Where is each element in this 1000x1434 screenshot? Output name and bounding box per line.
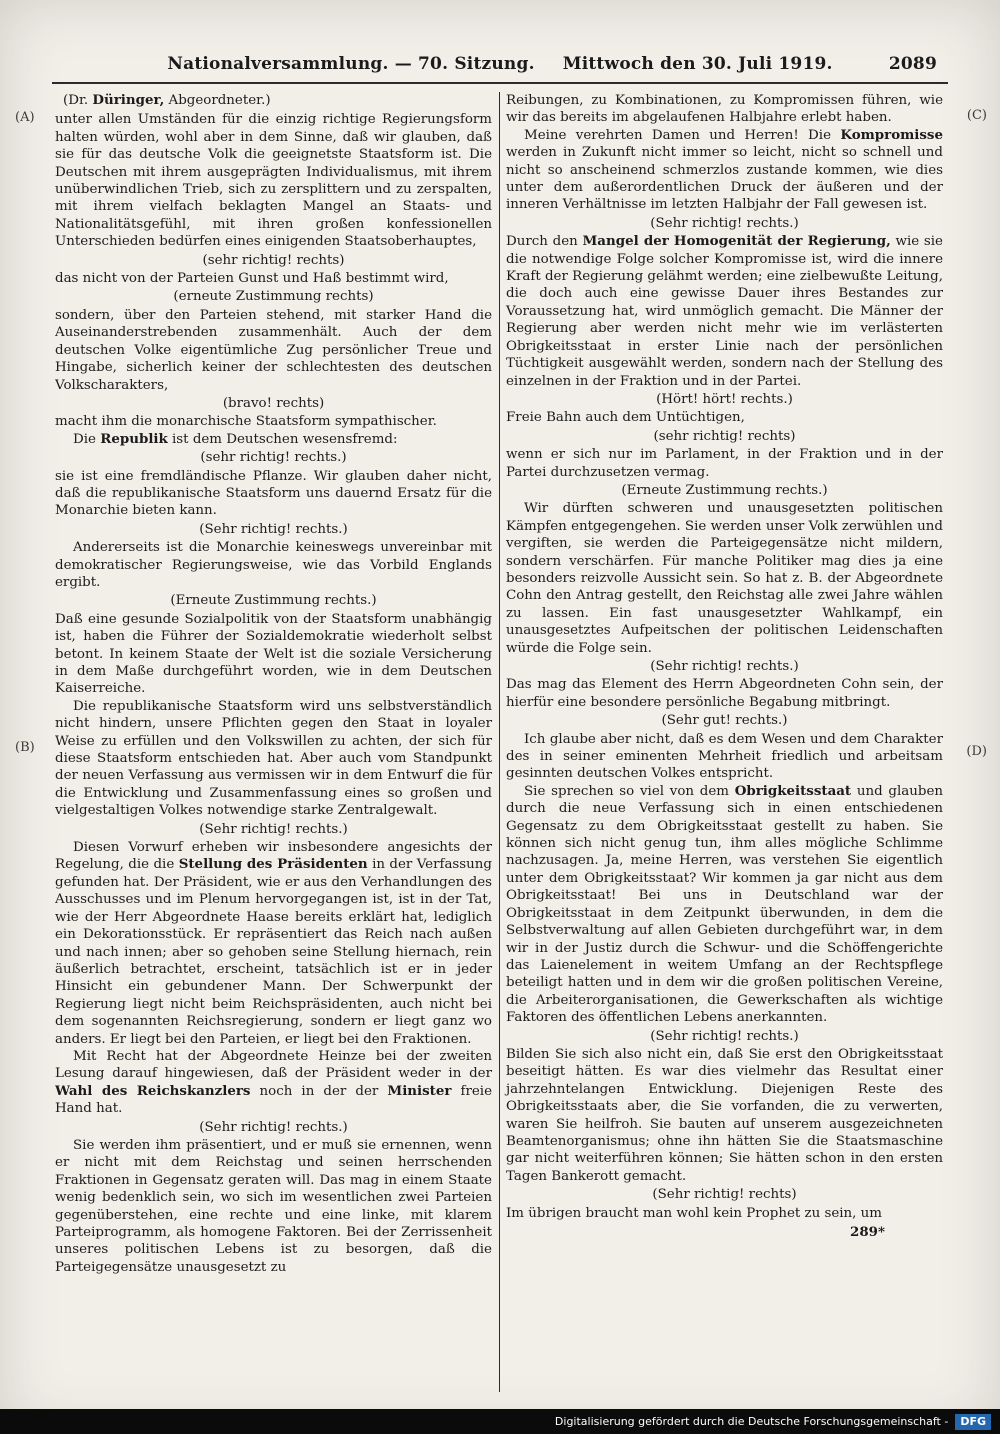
paragraph: Wir dürften schweren und unausgesetzten politischen Kämpfen entgegengehen. Sie werden unser Volk zerwühlen und vergiften, sie werden die Parteigegensätze nicht mildern, sondern verschärfen. Für manche Politiker mag dies ja eine besonders reizvolle Aussicht sein. So hat z. B. der Abgeordnete Cohn den Antrag gestellt, den Reichstag alle zwei Jahre wählen zu lassen. Ein fast unausgesetzter Wahlkampf, ein unausgesetztes Aufpeitschen der politischen Leidenschaften würde die Folge sein. [506,501,943,656]
catchword: 289* [850,1224,885,1240]
interjection: (Sehr gut! rechts.) [661,713,788,729]
paragraph: Das mag das Element des Herrn Abgeordneten Cohn sein, der hierfür eine besondere persönliche Begabung mitbringt. [506,677,943,710]
paragraph: Die Republik ist dem Deutschen wesensfremd: [73,430,398,447]
interjection: (sehr richtig! rechts) [653,428,796,444]
paragraph: sie ist eine fremdländische Pflanze. Wir glauben daher nicht, daß die republikanische Staatsform uns dauernd Ersatz für die Monarchie bieten kann. [55,468,492,519]
margin-label-a: (A) [15,110,35,125]
paragraph: Sie sprechen so viel von dem Obrigkeitsstaat und glauben durch die neue Verfassung sich in einen entschiedenen Gegensatz zu dem Obrigkeitsstaat gestellt zu haben. Sie können sich nicht genug tun, ihm alles mögliche Schlimme nachzusagen. Ja, meine Herren, was verstehen Sie eigentlich unter dem Obrigkeitsstaat? Wir kommen ja gar nicht aus dem Obrigkeitsstaat! Bei uns in Deutschland war der Obrigkeitsstaat in dem Zeitpunkt überwunden, in dem die Selbstverwaltung auf allen Gebieten durchgeführt war, in dem wir in der Justiz durch die Schwur- und die Schöffengerichte das Laienelement in weitem Umfang an der Rechtspflege beteiligt hatten und in dem wir die großen politischen Vereine, die Arbeiterorganisationen, die Gewerkschaften als wichtige Faktoren des öffentlichen Lebens anerkannten. [506,782,943,1026]
interjection: (Sehr richtig! rechts.) [650,215,799,231]
paragraph: Ich glaube aber nicht, daß es dem Wesen und dem Charakter des in seiner eminenten Mehrheit friedlich und arbeitsam gesinnten deutschen Volkes entspricht. [506,731,943,782]
dfg-logo: DFG [955,1414,991,1430]
paragraph: wenn er sich nur im Parlament, in der Fraktion und in der Partei durchzusetzen vermag. [506,447,943,480]
paragraph: macht ihm die monarchische Staatsform sympathischer. [55,414,437,430]
interjection: (Sehr richtig! rechts.) [199,821,348,837]
paragraph: Sie werden ihm präsentiert, und er muß sie ernennen, wenn er nicht mit dem Reichstag und seinen herrschenden Fraktionen in Gegensatz geraten will. Das mag in einem Staate wenig bedenklich sein, wo sich im wesentlichen zwei Parteien gegenüberstehen, eine rechte und eine linke, mit klarem Parteiprogramm, als homogene Faktoren. Bei der Zerrissenheit unseres politischen Lebens ist zu besorgen, daß die Parteigegensätze unausgesetzt zu [55,1137,492,1275]
interjection: (Sehr richtig! rechts.) [650,659,799,674]
paragraph: Mit Recht hat der Abgeordnete Heinze bei der zweiten Lesung darauf hingewiesen, daß der Präsident weder in der Wahl des Reichskanzlers noch in der der Minister freie Hand hat. [55,1048,492,1117]
interjection: (Hört! hört! rechts.) [656,391,793,407]
paragraph: Diesen Vorwurf erheben wir insbesondere angesichts der Regelung, die die Stellung des Präsidenten in der Verfassung gefunden hat. Der Präsident, wie er aus den Verhandlungen des Ausschusses und im Plenum hervorgegangen ist, ist in der Tat, wie der Herr Abgeordnete Haase bereits erklärt hat, lediglich ein Dekorationsstück. Er repräsentiert das Reich nach außen und nach innen; aber so gehoben seine Stellung hiernach, rein äußerlich betrachtet, erscheint, tatsächlich ist er in jeder Hinsicht ein gebundener Mann. Der Schwerpunkt der Regierung liegt nicht beim Reichspräsidenten, auch nicht bei dem sogenannten Reichsregierung, sondern er liegt ganz wo anders. Er liegt bei den Parteien, er liegt bei den Fraktionen. [55,840,492,1047]
interjection: (sehr richtig! rechts.) [200,450,347,466]
margin-label-d: (D) [966,744,987,759]
paragraph: sondern, über den Parteien stehend, mit starker Hand die Auseinanderstrebenden zusammenhält. Auch der dem deutschen Volke eigentümliche Zug persönlicher Treue und Hingabe, sicherlich keiner der schlechtesten des deutschen Volkscharakters, [55,307,492,393]
digitization-footer [0,1409,1000,1434]
paragraph: Meine verehrten Damen und Herren! Die Kompromisse werden in Zukunft nicht immer so leicht, nicht so schnell und nicht so anscheinend schmerzlos zustande kommen, wie dies unter dem außerordentlichen Druck der äußeren und der inneren Verhältnisse im letzten Halbjahr der Fall gewesen ist. [506,126,943,213]
paragraph: unter allen Umständen für die einzig richtige Regierungsform halten würden, wohl aber in dem Sinne, daß wir glauben, daß sie für das deutsche Volk die geeignetste Staatsform ist. Die Deutschen mit ihrem ausgeprägten Individualismus, mit ihrem unüberwindlichen Trieb, sich zu zersplittern und zu zerspalten, mit ihrem vielfach beklagten Mangel an Staats- und Nationalitätsgefühl, mit ihren großen konfessionellen Unterschieden bedürfen eines einigenden Staatsoberhauptes, [55,112,492,250]
margin-label-c: (C) [966,108,987,123]
interjection: (Sehr richtig! rechts.) [199,521,348,537]
page-number: 2089 [888,54,937,74]
header-date: Mittwoch den 30. Juli 1919. [562,54,833,74]
paragraph: Bilden Sie sich also nicht ein, daß Sie erst den Obrigkeitsstaat beseitigt hätten. Es war dies vielmehr das Resultat einer jahrzehntelangen Entwicklung. Diejenigen Reste des Obrigkeitsstaats aber, die Sie vorfanden, die zu verwerten, waren Sie heilfroh. Sie bauten auf unserem ausgezeichneten Beamtenorganismus; ohne ihn hätten Sie die Staatsmaschine gar nicht weiterführen können; Sie hätten schon in den ersten Tagen Bankerott gemacht. [506,1046,943,1184]
header-session-title: Nationalversammlung. — 70. Sitzung. [167,54,535,74]
paragraph: Im übrigen braucht man wohl kein Prophet zu sein, um [506,1205,882,1221]
paragraph: Durch den Mangel der Homogenität der Regierung, wie sie die notwendige Folge solcher Kompromisse ist, wird die innere Kraft der Regierung gelähmt werden; eine zielbewußte Leitung, die doch auch eine gewisse Dauer ihres Bestandes zur Voraussetzung hat, wird unmöglich gemacht. Die Männer der Regierung aber werden nicht mehr wie im verlästerten Obrigkeitsstaat in erster Linie nach der persönlichen Tüchtigkeit ausgewählt werden, sondern nach der Stellung des einzelnen in der Fraktion und in der Partei. [506,233,943,389]
paragraph: Die republikanische Staatsform wird uns selbstverständlich nicht hindern, unsere Pflichten gegen den Staat in loyaler Weise zu erfüllen und den Volkswillen zu achten, der sich für diese Staatsform entschieden hat. Aber auch vom Standpunkt der neuen Verfassung aus vermissen wir in dem Entwurf die für die Entwicklung und Zusammenfassung eines so großen und vielgestaltigen Volkes notwendige starke Zentralgewalt. [55,698,492,819]
interjection: (bravo! rechts) [222,395,325,411]
margin-label-b: (B) [15,740,35,755]
interjection: (erneute Zustimmung rechts) [173,289,374,305]
right-column [500,92,943,1392]
paragraph: das nicht von der Parteien Gunst und Haß bestimmt wird, [55,271,449,287]
digitization-note: Digitalisierung gefördert durch die Deutsche Forschungsgemeinschaft - [554,1415,949,1428]
interjection: (Sehr richtig! rechts.) [650,1028,799,1044]
paragraph: Freie Bahn auch dem Untüchtigen, [506,410,745,426]
interjection: (Sehr richtig! rechts) [652,1187,797,1203]
interjection: (Sehr richtig! rechts.) [199,1119,348,1135]
paragraph: Reibungen, zu Kombinationen, zu Kompromissen führen, wie wir das bereits im abgelaufenen Halbjahre erlebt haben. [506,93,943,126]
paragraph: Andererseits ist die Monarchie keineswegs unvereinbar mit demokratischer Regierungsweise, wie das Vorbild Englands ergibt. [55,540,492,590]
interjection: (sehr richtig! rechts) [202,252,345,268]
interjection: (Erneute Zustimmung rechts.) [170,593,377,609]
interjection: (Erneute Zustimmung rechts.) [621,482,828,498]
speaker-note: (Dr. Düringer, Abgeordneter.) [63,92,271,108]
header-divider-rule [52,82,948,84]
page-header [55,54,945,74]
paragraph: Daß eine gesunde Sozialpolitik von der Staatsform unabhängig ist, haben die Führer der Sozialdemokratie wiederholt selbst betont. In keinem Staate der Welt ist die soziale Versicherung in dem Maße durchgeführt worden, wie in dem Deutschen Kaiserreiche. [55,611,492,697]
left-column [55,92,499,1392]
text-columns [55,92,945,1392]
